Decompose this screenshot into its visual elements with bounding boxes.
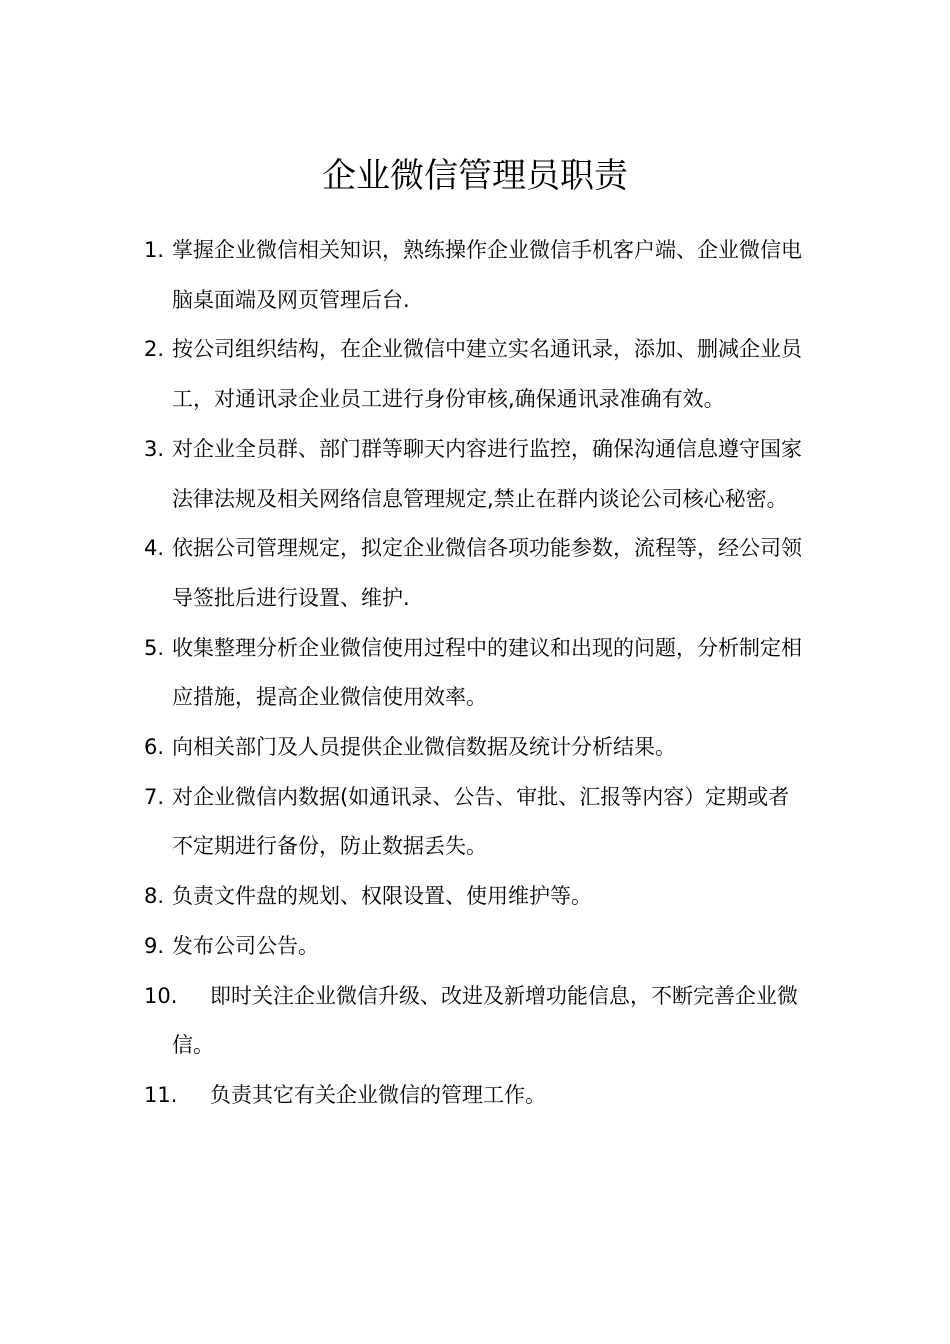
- duty-item-10: [144, 972, 808, 1071]
- duty-text: 按公司组织结构，在企业微信中建立实名通讯录，添加、删减企业员工，对通讯录企业员工进行身份审核,确保通讯录准确有效。: [172, 337, 802, 412]
- duty-item-8: [144, 872, 808, 922]
- duty-number: 10.: [144, 983, 178, 1008]
- duty-number: 5.: [144, 635, 165, 660]
- duty-number: 3.: [144, 436, 165, 461]
- duty-item-5: [144, 624, 808, 723]
- duty-number: 6.: [144, 735, 165, 760]
- duty-text: 负责其它有关企业微信的管理工作。: [210, 1082, 546, 1107]
- duty-number: 1.: [144, 238, 165, 262]
- duty-item-1: [144, 226, 808, 325]
- duty-number: 7.: [144, 784, 165, 809]
- duty-text: 依据公司管理规定，拟定企业微信各项功能参数，流程等，经公司领导签批后进行设置、维护.: [172, 536, 802, 610]
- duty-text: 发布公司公告。: [172, 933, 319, 958]
- duty-list: [144, 226, 808, 1121]
- duty-text: 对企业微信内数据(如通讯录、公告、审批、汇报等内容）定期或者不定期进行备份，防止数据丢失。: [172, 784, 790, 859]
- duty-number: 11.: [144, 1082, 178, 1107]
- duty-text: 对企业全员群、部门群等聊天内容进行监控，确保沟通信息遵守国家法律法规及相关网络信息管理规定,禁止在群内谈论公司核心秘密。: [172, 436, 802, 511]
- duty-item-2: [144, 325, 808, 424]
- duty-text: 向相关部门及人员提供企业微信数据及统计分析结果。: [172, 735, 676, 760]
- duty-number: 9.: [144, 933, 165, 958]
- duty-number: 4.: [144, 536, 165, 561]
- duty-item-6: [144, 723, 808, 773]
- duty-item-4: [144, 524, 808, 623]
- duty-text: 负责文件盘的规划、权限设置、使用维护等。: [172, 884, 592, 909]
- duty-text: 收集整理分析企业微信使用过程中的建议和出现的问题，分析制定相应措施，提高企业微信使用效率。: [172, 635, 802, 710]
- duty-text: 掌握企业微信相关知识，熟练操作企业微信手机客户端、企业微信电脑桌面端及网页管理后台.: [172, 238, 802, 312]
- duty-number: 2.: [144, 337, 165, 362]
- duty-number: 8.: [144, 884, 165, 909]
- document-title: 企业微信管理员职责: [322, 156, 628, 196]
- duty-item-3: [144, 425, 808, 524]
- duty-item-9: [144, 922, 808, 972]
- duty-text: 即时关注企业微信升级、改进及新增功能信息，不断完善企业微信。: [172, 983, 798, 1058]
- duty-item-7: [144, 773, 808, 872]
- duty-item-11: [144, 1071, 808, 1121]
